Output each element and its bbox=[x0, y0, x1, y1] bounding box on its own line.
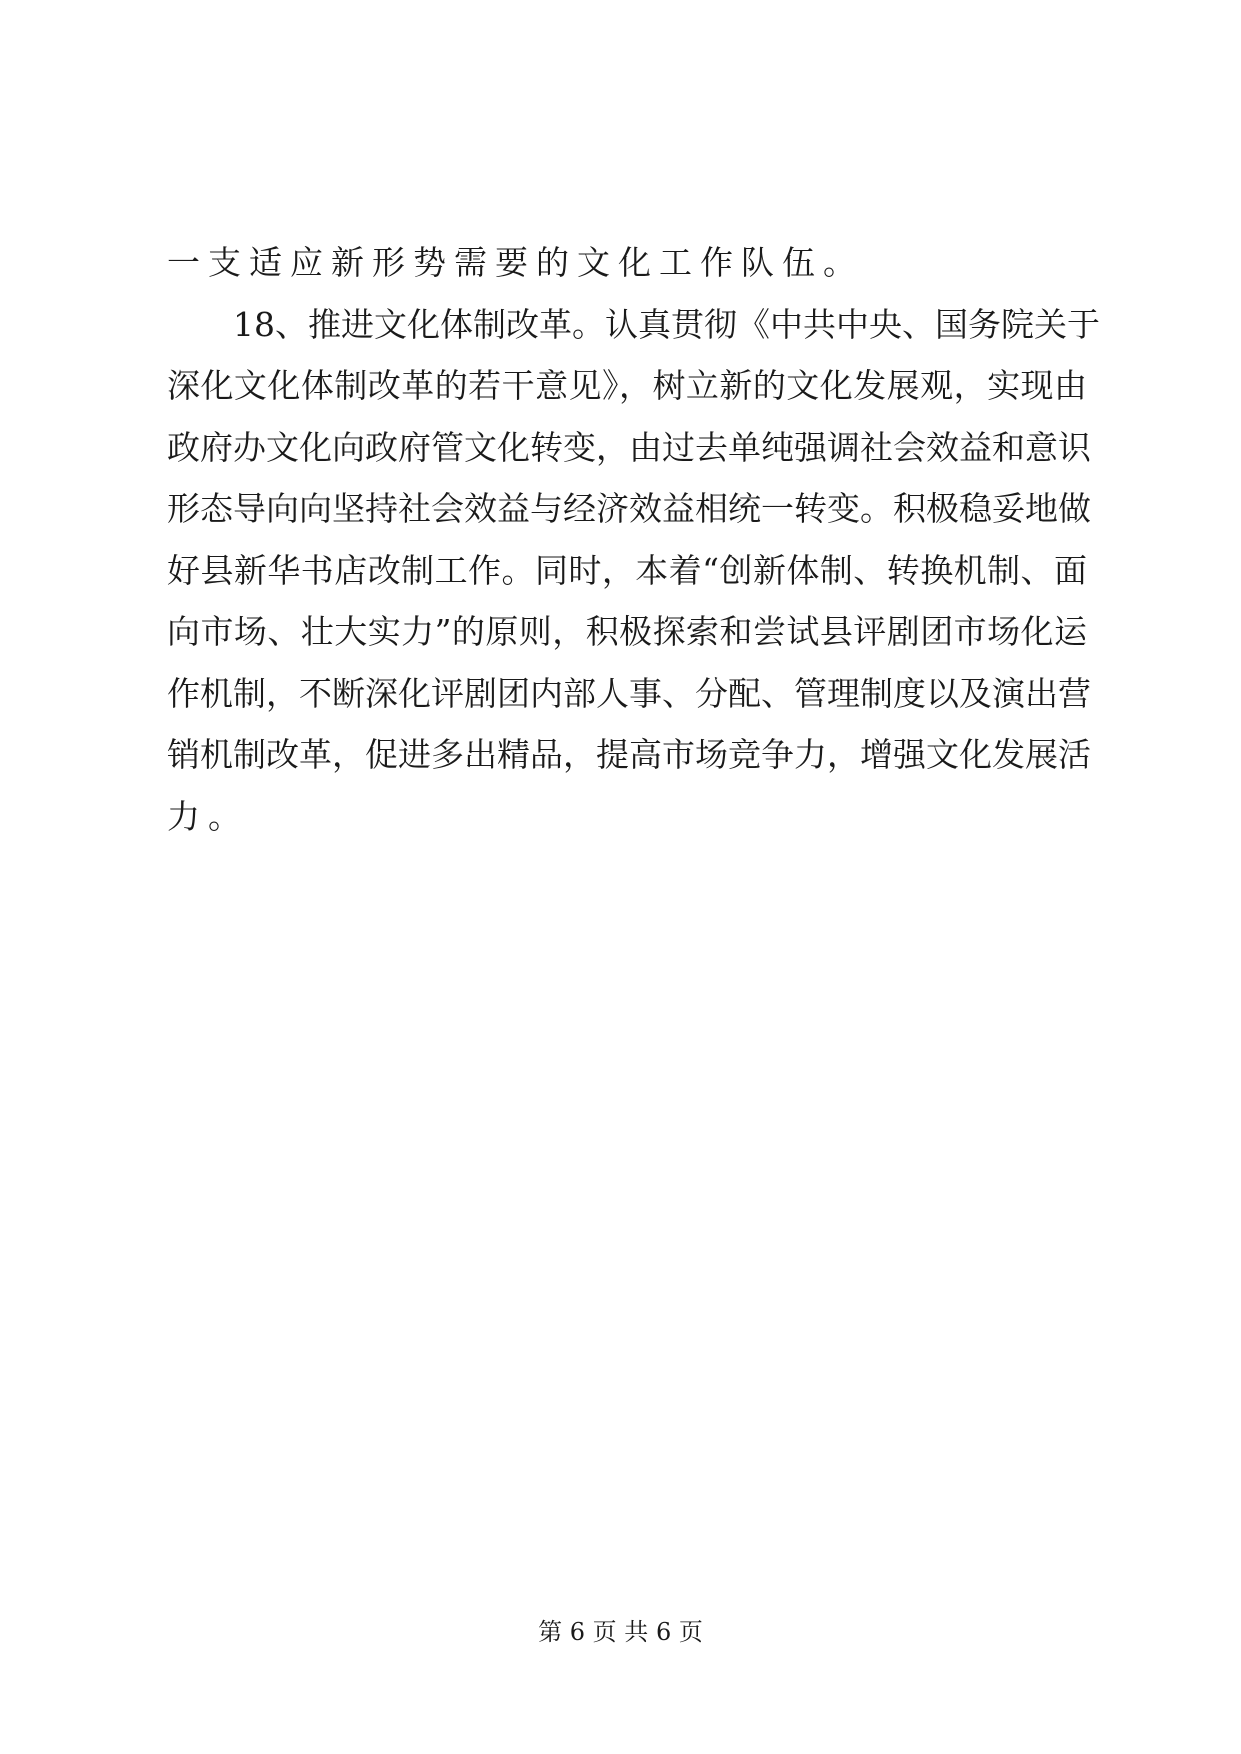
text-line bbox=[167, 724, 1091, 786]
page-number-footer: 第 6 页 共 6 页 bbox=[538, 1618, 703, 1646]
paragraph-line: 作机制，不断深化评剧团内部人事、分配、管理制度以及演出营 bbox=[167, 673, 1091, 713]
text-line bbox=[167, 355, 1087, 417]
text-line bbox=[167, 232, 1087, 294]
paragraph-line: 政府办文化向政府管文化转变，由过去单纯强调社会效益和意识 bbox=[167, 427, 1091, 467]
paragraph-line: 销机制改革，促进多出精品，提高市场竞争力，增强文化发展活 bbox=[167, 735, 1091, 774]
text-line bbox=[167, 786, 1087, 848]
text-line bbox=[167, 601, 1087, 663]
paragraph-line: 好县新华书店改制工作。同时，本着“创新体制、转换机制、面 bbox=[167, 550, 1087, 590]
paragraph-end-line: 力。 bbox=[167, 796, 249, 836]
text-line bbox=[167, 663, 1091, 725]
paragraph-line: 向市场、壮大实力”的原则，积极探索和尝试县评剧团市场化运 bbox=[167, 612, 1087, 651]
paragraph-first-line: 18、推进文化体制改革。认真贯彻《中共中央、国务院关于 bbox=[233, 304, 1100, 344]
text-line bbox=[167, 478, 1091, 540]
text-line bbox=[167, 417, 1091, 479]
paragraph-line: 形态导向向坚持社会效益与经济效益相统一转变。积极稳妥地做 bbox=[167, 489, 1091, 528]
text-line bbox=[167, 294, 1100, 356]
text-line bbox=[167, 540, 1087, 602]
paragraph-line: 深化文化体制改革的若干意见》，树立新的文化发展观，实现由 bbox=[167, 366, 1087, 405]
paragraph-end-line: 一支适应新形势需要的文化工作队伍。 bbox=[167, 243, 864, 282]
body-text bbox=[167, 232, 1100, 847]
